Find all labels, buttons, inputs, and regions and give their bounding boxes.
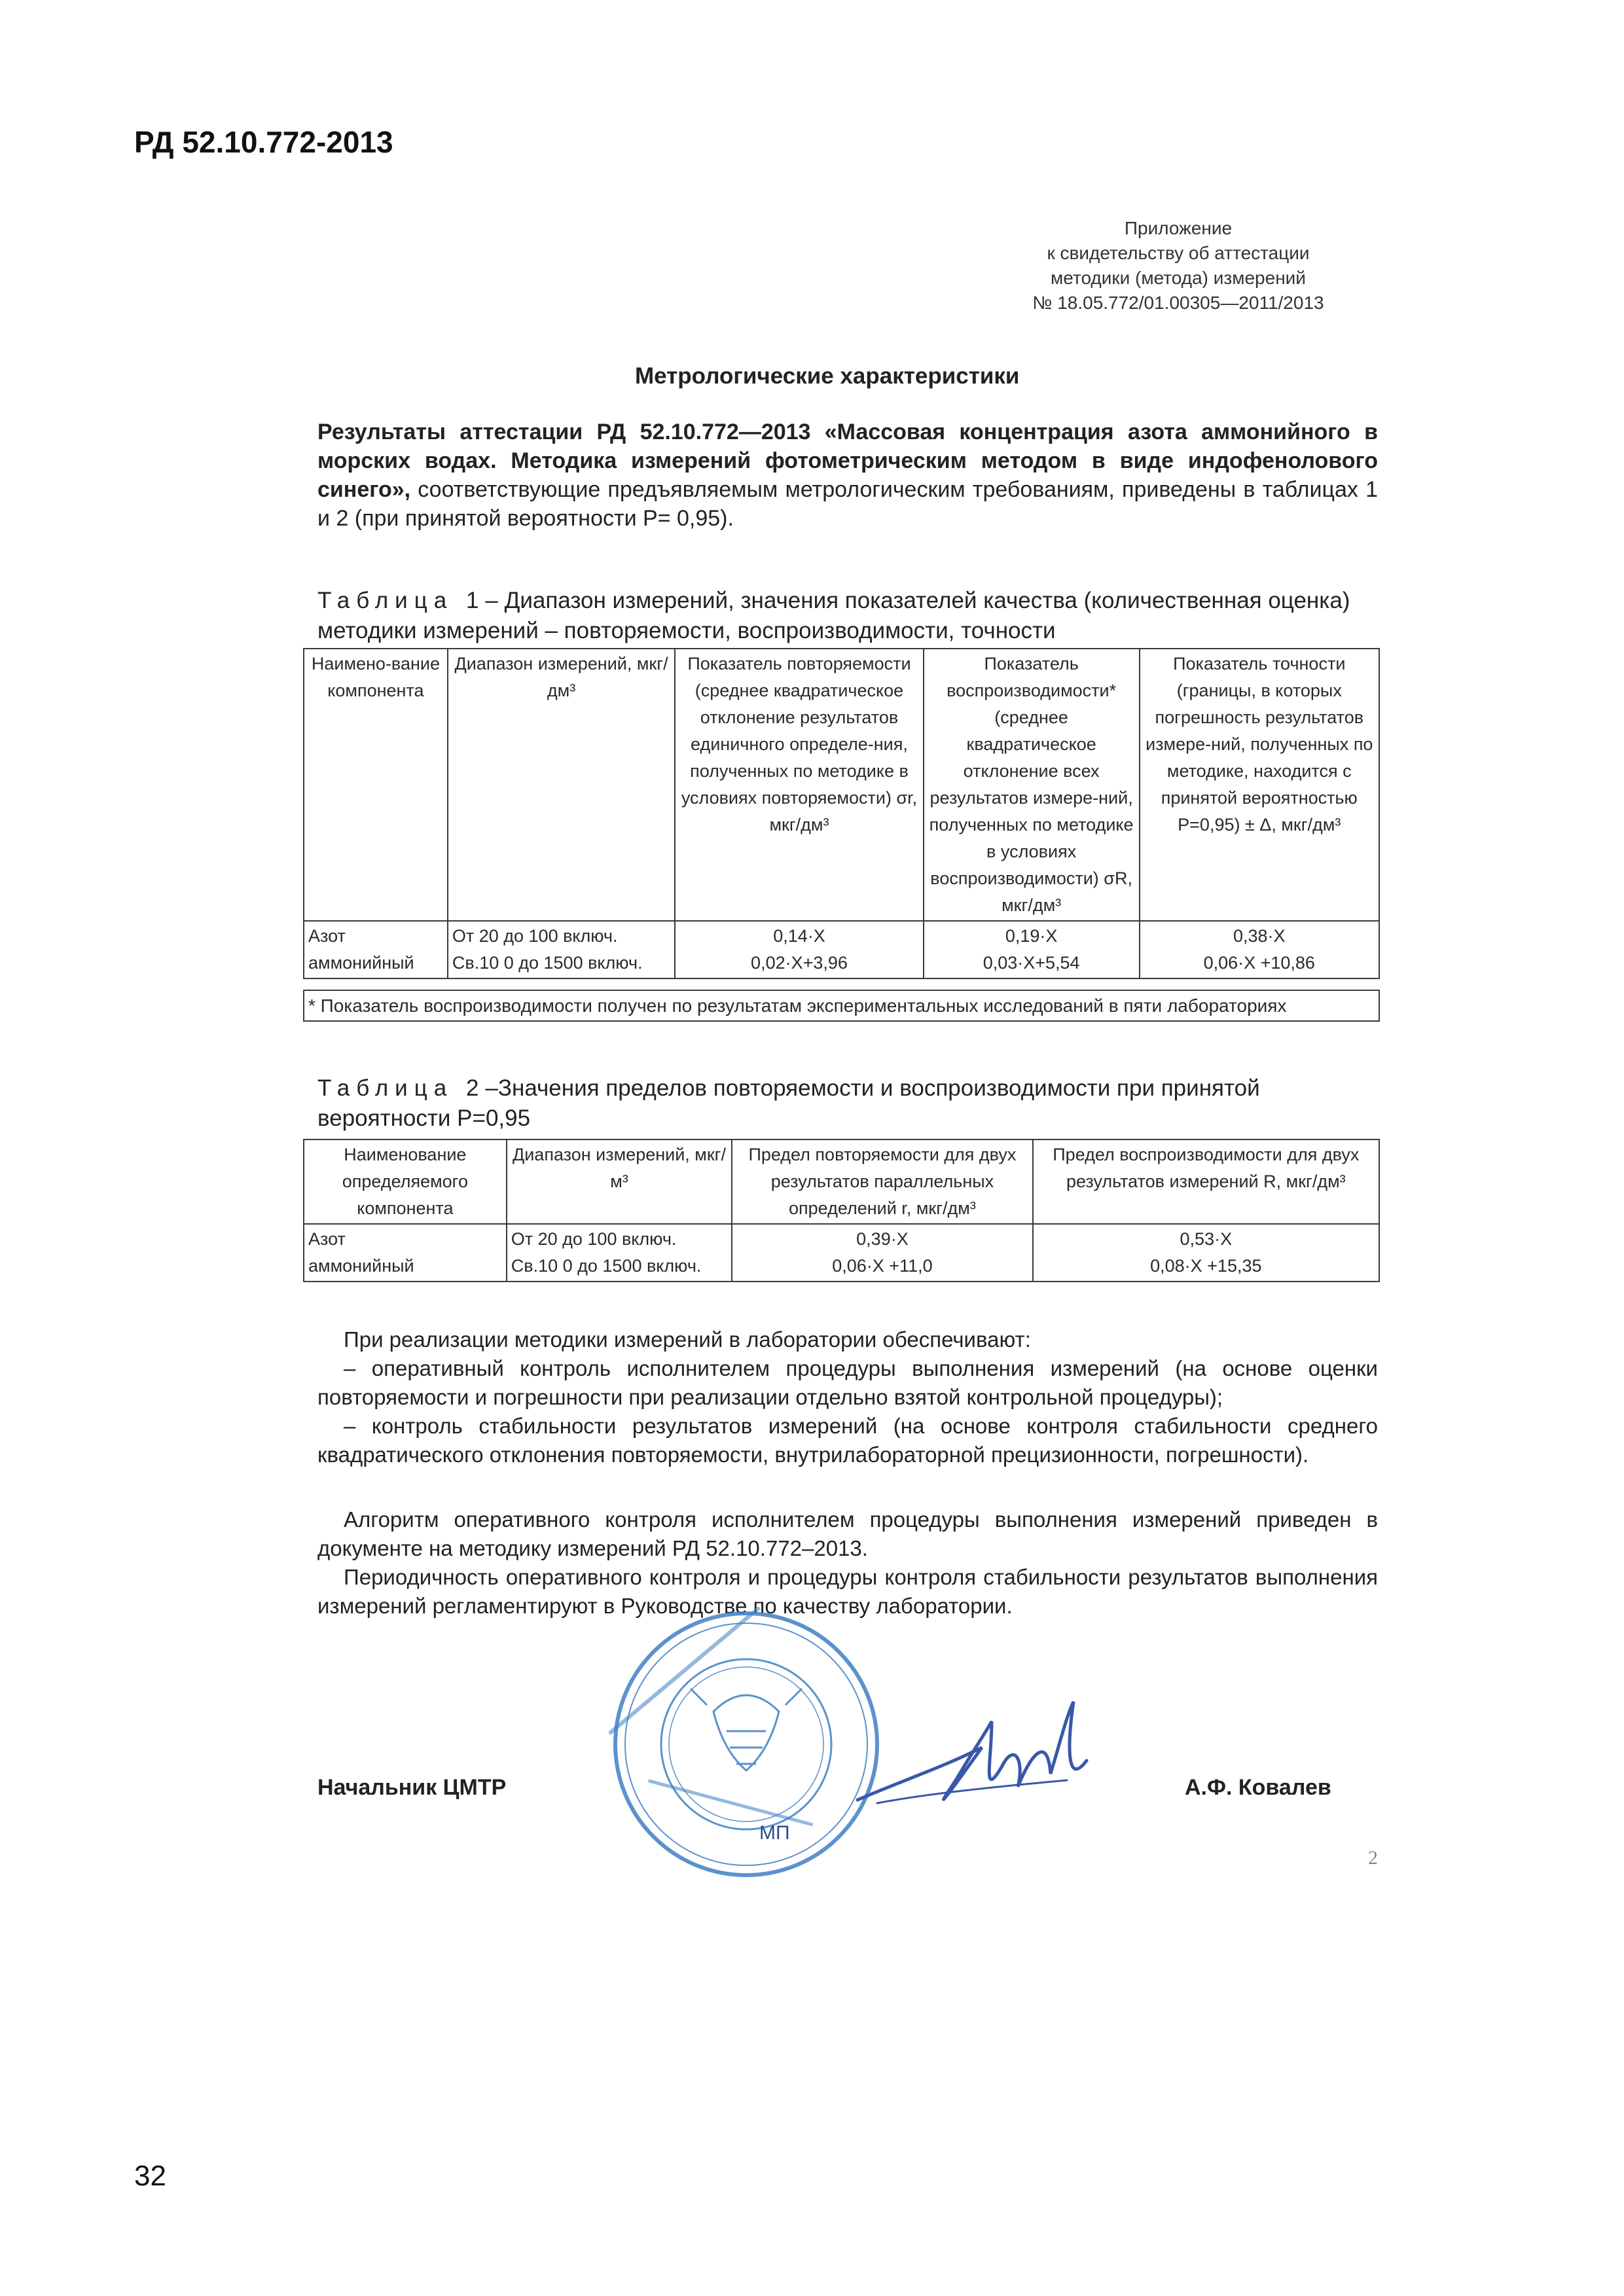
table1-component-line2: аммонийный — [308, 953, 414, 973]
table-2 — [303, 1139, 1380, 1282]
intro-paragraph — [317, 418, 1378, 533]
table1-cell-range — [448, 921, 675, 978]
signatory-name: А.Ф. Ковалев — [1185, 1775, 1331, 1800]
table1-caption-label: Таблица 1 — [317, 588, 486, 613]
page-number: 32 — [134, 2160, 166, 2192]
table2-header-row — [304, 1139, 1379, 1224]
appendix-line-1: Приложение — [1124, 218, 1233, 238]
table2-header-component: Наименование определяемого компонента — [304, 1139, 507, 1224]
appendix-line-3: методики (метода) измерений — [1051, 268, 1306, 288]
table1-cell-repeatability — [675, 921, 923, 978]
table1-range-line2: Св.10 0 до 1500 включ. — [452, 953, 643, 973]
inner-page-number: 2 — [1368, 1847, 1378, 1869]
table2-cell-reproducibility — [1033, 1224, 1379, 1282]
table1-caption-text: – Диапазон измерений, значения показателей качества (количественная оценка) методики измерений – повторяемости, воспроизводимости, точности — [317, 588, 1350, 643]
table1-rep-line1: 0,14·Х — [773, 926, 825, 946]
table2-cell-component — [304, 1224, 507, 1282]
table2-repro-line1: 0,53·Х — [1180, 1229, 1233, 1249]
table2-caption — [317, 1073, 1378, 1134]
algorithm-paragraph: Алгоритм оперативного контроля исполнителем процедуры выполнения измерений приведен в документе на методику измерений РД 52.10.772–2013. — [317, 1507, 1378, 1560]
intro-normal: соответствующие предъявляемым метрологическим требованиям, приведены в таблицах 1 и 2 (при принятой вероятности Р= 0,95). — [317, 477, 1378, 531]
table1-repro-line2: 0,03·Х+5,54 — [983, 953, 1080, 973]
table1-header-row — [304, 649, 1379, 921]
intro-bold: Результаты аттестации РД 52.10.772—2013 «Массовая концентрация азота аммонийного в морских водах. Методика измерений фотометрическим методом в виде индофенолового синего», — [317, 420, 1378, 502]
table2-component-line1: Азот — [308, 1229, 346, 1249]
table1-range-line1: От 20 до 100 включ. — [452, 926, 618, 946]
table2-range-line2: Св.10 0 до 1500 включ. — [511, 1256, 702, 1276]
document-code: РД 52.10.772-2013 — [134, 125, 393, 159]
table1-cell-reproducibility — [924, 921, 1140, 978]
appendix-block — [969, 216, 1388, 315]
table1-header-repeatability: Показатель повторяемости (среднее квадратическое отклонение результатов единичного определе-ния, полученных по методике в условиях повторяемости) σr, мкг/дм³ — [675, 649, 923, 921]
table1-cell-component — [304, 921, 448, 978]
appendix-line-2: к свидетельству об аттестации — [1047, 243, 1310, 263]
table1-component-line1: Азот — [308, 926, 346, 946]
stamp-label: МП — [759, 1822, 790, 1844]
table1-spacer-row — [304, 978, 1379, 990]
table2-range-line1: От 20 до 100 включ. — [511, 1229, 677, 1249]
table1-footnote: * Показатель воспроизводимости получен по результатам экспериментальных исследований в пяти лабораториях — [304, 990, 1379, 1021]
table1-acc-line1: 0,38·Х — [1233, 926, 1286, 946]
table2-rep-line1: 0,39·Х — [856, 1229, 909, 1249]
table1-header-range: Диапазон измерений, мкг/дм³ — [448, 649, 675, 921]
requirement-operational-control: – оперативный контроль исполнителем процедуры выполнения измерений (на основе оценки повторяемости и погрешности при реализации отдельно взятой контрольной процедуры); — [317, 1356, 1378, 1409]
section-heading: Метрологические характеристики — [635, 363, 1020, 389]
table1-header-component: Наимено-вание компонента — [304, 649, 448, 921]
table1-caption — [317, 586, 1378, 646]
table-1 — [303, 648, 1380, 1022]
table1-cell-accuracy — [1140, 921, 1379, 978]
table1-acc-line2: 0,06·Х +10,86 — [1203, 953, 1315, 973]
appendix-line-4: № 18.05.772/01.00305—2011/2013 — [1032, 293, 1324, 313]
table1-header-reproducibility: Показатель воспроизводимости* (среднее квадратическое отклонение всех результатов измере-ний, полученных по методике в условиях воспроизводимости) σR, мкг/дм³ — [924, 649, 1140, 921]
table1-note-row — [304, 990, 1379, 1021]
table2-header-repeatability-limit: Предел повторяемости для двух результатов параллельных определений r, мкг/дм³ — [732, 1139, 1032, 1224]
official-stamp — [609, 1607, 884, 1882]
requirements-block — [317, 1325, 1378, 1469]
table2-cell-repeatability — [732, 1224, 1032, 1282]
periodicity-paragraph: Периодичность оперативного контроля и процедуры контроля стабильности результатов выполнения измерений регламентируют в Руководстве по качеству лаборатории. — [317, 1565, 1378, 1618]
table2-cell-range — [507, 1224, 732, 1282]
table2-header-reproducibility-limit: Предел воспроизводимости для двух результатов измерений R, мкг/дм³ — [1033, 1139, 1379, 1224]
table2-header-range: Диапазон измерений, мкг/м³ — [507, 1139, 732, 1224]
table-row — [304, 921, 1379, 978]
table2-caption-text: –Значения пределов повторяемости и воспроизводимости при принятой вероятности Р=0,95 — [317, 1075, 1260, 1131]
table1-rep-line2: 0,02·Х+3,96 — [751, 953, 848, 973]
table-row — [304, 1224, 1379, 1282]
handwritten-signature — [851, 1689, 1100, 1833]
table2-component-line2: аммонийный — [308, 1256, 414, 1276]
signatory-role: Начальник ЦМТР — [317, 1775, 507, 1800]
table2-caption-label: Таблица 2 — [317, 1075, 486, 1101]
table2-repro-line2: 0,08·Х +15,35 — [1150, 1256, 1262, 1276]
requirements-intro: При реализации методики измерений в лаборатории обеспечивают: — [344, 1327, 1031, 1352]
table1-repro-line1: 0,19·Х — [1005, 926, 1058, 946]
algorithm-block — [317, 1505, 1378, 1621]
table2-rep-line2: 0,06·Х +11,0 — [832, 1256, 933, 1276]
table1-header-accuracy: Показатель точности (границы, в которых погрешность результатов измере-ний, полученных по методике, находится с принятой вероятностью Р=0,95) ± Δ, мкг/дм³ — [1140, 649, 1379, 921]
requirement-stability-control: – контроль стабильности результатов измерений (на основе контроля стабильности среднего квадратического отклонения повторяемости, внутрилабораторной прецизионности, погрешности). — [317, 1414, 1378, 1467]
